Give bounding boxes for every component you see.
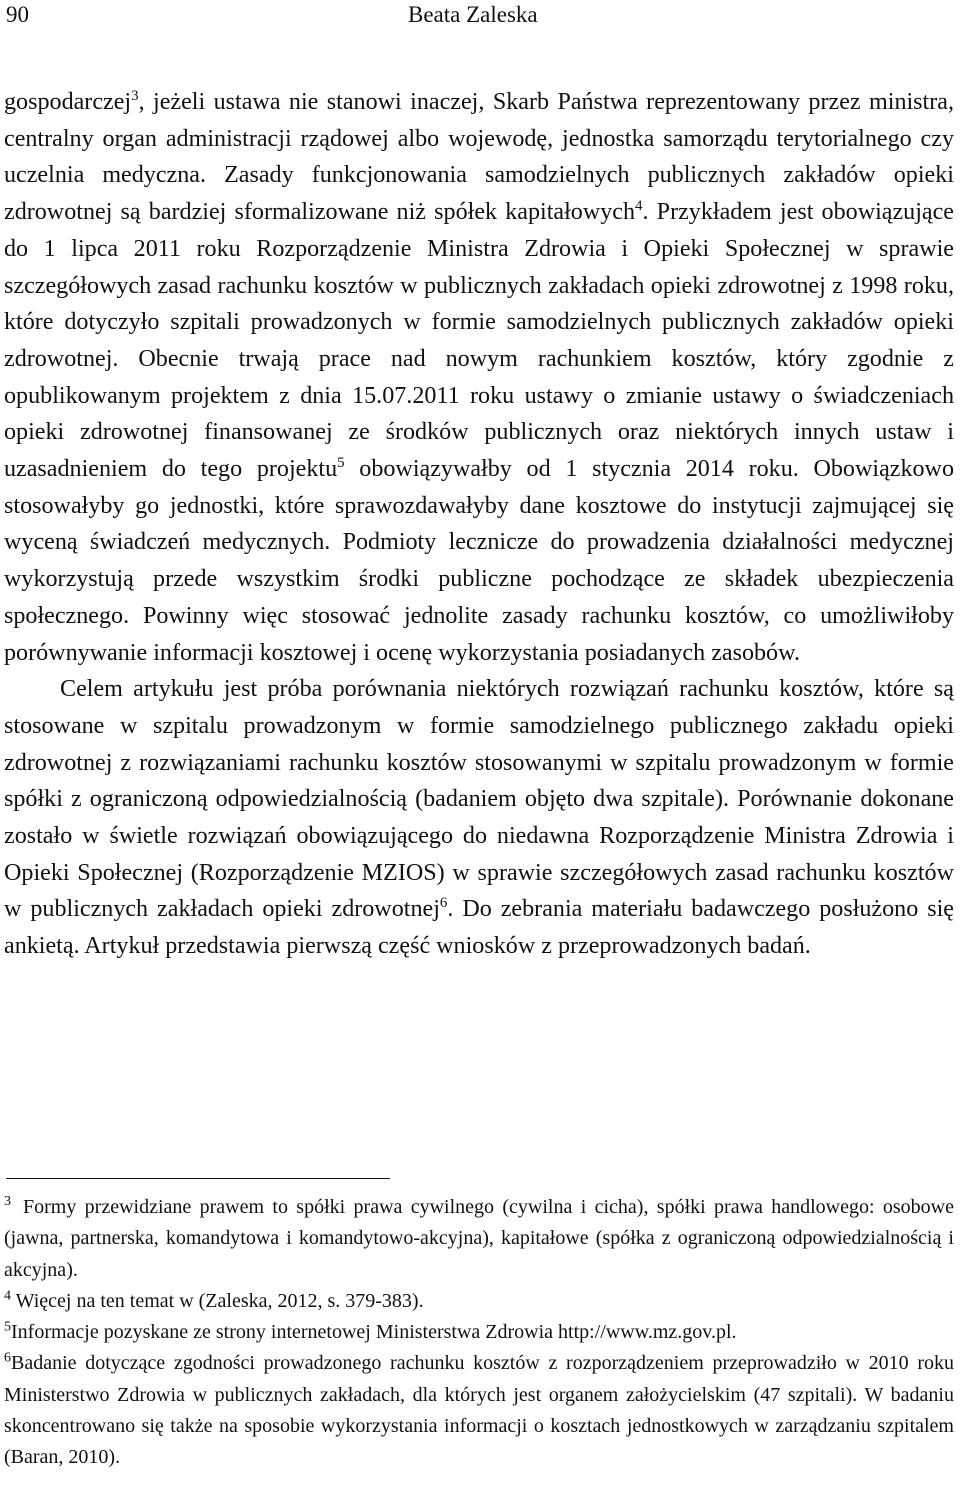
- page-number: 90: [6, 2, 29, 27]
- footnote-4-text: Więcej na ten temat w (Zaleska, 2012, s. 379-383).: [15, 1289, 424, 1312]
- footnote-ref-6[interactable]: 6: [439, 895, 448, 912]
- paragraph-2: [4, 671, 954, 965]
- footnote-6: [4, 1348, 954, 1473]
- paragraph-1-part-3: . Przykładem jest obowiązujące do 1 lipca 2011 roku Rozporządzenie Ministra Zdrowia i Opieki Społecznej w sprawie szczegółowych zasad rachunku kosztów w publicznych zakładach opieki zdrowotnej z 1998 roku, które dotyczyło szpitali prowadzonych w formie samodzielnych publicznych zakładów opieki zdrowotnej. Obecnie trwają prace nad nowym rachunkiem kosztów, który zgodnie z opublikowanym projektem z dnia 15.07.2011 roku ustawy o zmianie ustawy o świadczeniach opieki zdrowotnej finansowanej ze środków publicznych oraz niektórych innych ustaw i uzasadnieniem do tego projektu: [4, 199, 954, 483]
- paragraph-1-part-4: obowiązywałby od 1 stycznia 2014 roku. Obowiązkowo stosowałyby go jednostki, które sprawozdawałyby dane kosztowe do instytucji zajmującej się wyceną świadczeń medycznych. Podmioty lecznicze do prowadzenia działalności medycznej wykorzystują przede wszystkim środki publiczne pochodzące ze składek ubezpieczenia społecznego. Powinny więc stosować jednolite zasady rachunku kosztów, co umożliwiłoby porównywanie informacji kosztowej i ocenę wykorzystania posiadanych zasobów.: [4, 456, 954, 666]
- footnote-ref-5[interactable]: 5: [337, 455, 345, 471]
- footnote-4-number: 4: [4, 1288, 11, 1304]
- paragraph-1-part-2: , jeżeli ustawa nie stanowi inaczej, Skarb Państwa reprezentowany przez ministra, centralny organ administracji rządowej albo wojewodę, jednostka samorządu terytorialnego czy uczelnia medyczna. Zasady funkcjonowania samodzielnych publicznych zakładów opieki zdrowotnej są bardziej sformalizowane niż spółek kapitałowych: [4, 89, 954, 226]
- footnote-ref-4[interactable]: 4: [635, 198, 643, 215]
- footnote-5-text: Informacje pozyskane ze strony internetowej Ministerstwa Zdrowia http://www.mz.gov.pl.: [11, 1321, 737, 1344]
- footnote-3-number: 3: [4, 1194, 11, 1210]
- footnote-3: [4, 1192, 954, 1286]
- footnote-6-text: Badanie dotyczące zgodności prowadzonego rachunku kosztów z rozporządzeniem przeprowadziło w 2010 roku Ministerstwo Zdrowia w publicznych zakładach, dla których jest organem założycielskim (47 szpitali). W badaniu skoncentrowano się także na sposobie wykorzystania informacji o kosztach jednostkowych w zarządzaniu szpitalem (Baran, 2010).: [4, 1352, 954, 1469]
- footnote-ref-3[interactable]: 3: [131, 87, 139, 104]
- footnote-3-text: Formy przewidziane prawem to spółki prawa cywilnego (cywilna i cicha), spółki prawa handlowego: osobowe (jawna, partnerska, komandytowa i komandytowo-akcyjna), kapitałowe (spółka z ograniczoną odpowiedzialnością i akcyjna).: [4, 1196, 954, 1281]
- footnote-4: [4, 1286, 954, 1317]
- footnotes: [4, 1192, 954, 1474]
- footnote-5-number: 5: [4, 1319, 11, 1335]
- main-text: [4, 84, 954, 965]
- footnote-6-number: 6: [4, 1350, 11, 1366]
- paragraph-2-part-1: Celem artykułu jest próba porównania niektórych rozwiązań rachunku kosztów, które są stosowane w szpitalu prowadzonym w formie samodzielnego publicznego zakładu opieki zdrowotnej z rozwiązaniami rachunku kosztów stosowanymi w szpitalu prowadzonym w formie spółki z ograniczoną odpowiedzialnością (badaniem objęto dwa szpitale). Porównanie dokonane zostało w świetle rozwiązań obowiązującego do niedawna Rozporządzenie Ministra Zdrowia i Opieki Społecznej (Rozporządzenie MZIOS) w sprawie szczegółowych zasad rachunku kosztów w publicznych zakładach opieki zdrowotnej: [4, 676, 954, 923]
- running-header-author: Beata Zaleska: [408, 2, 538, 27]
- footnote-separator: [6, 1178, 390, 1179]
- paragraph-1: [4, 84, 954, 671]
- footnote-5: [4, 1317, 954, 1348]
- paragraph-2-part-2: . Do zebrania materiału badawczego posłużono się ankietą. Artykuł przedstawia pierwszą część wniosków z przeprowadzonych badań.: [4, 896, 954, 960]
- running-header: [4, 0, 954, 35]
- paragraph-1-part-1: gospodarczej: [4, 89, 132, 115]
